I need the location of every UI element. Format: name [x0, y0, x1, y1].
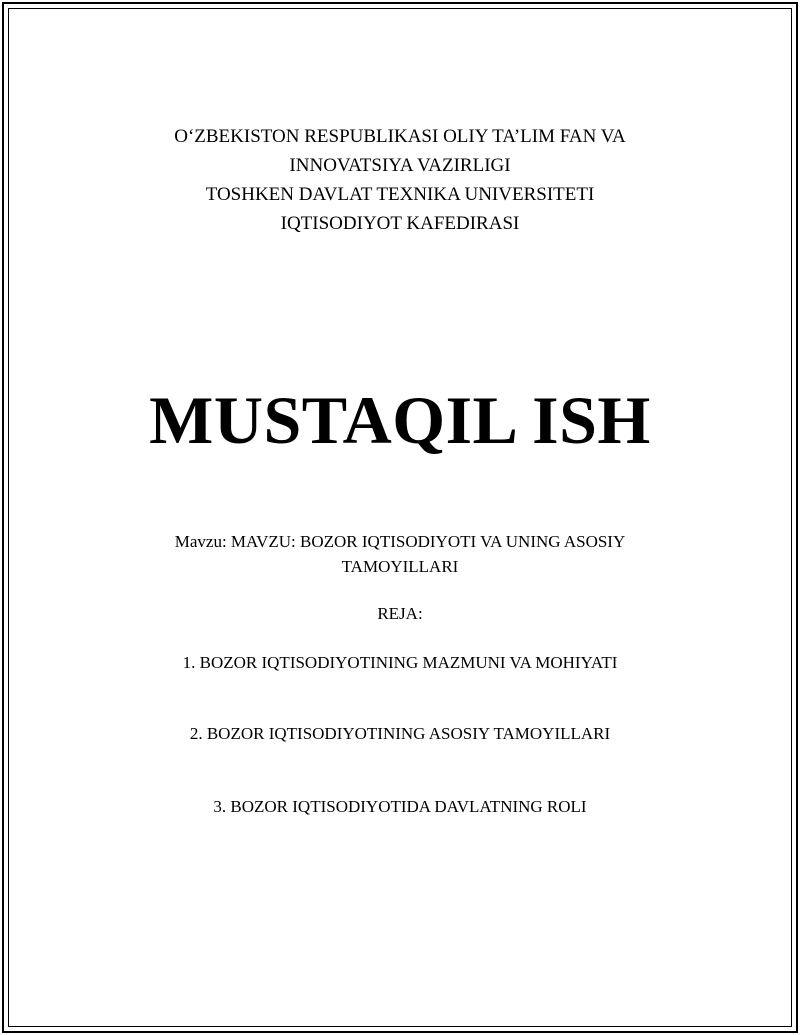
topic-block	[0, 529, 800, 579]
header-line-ministry-1: O‘ZBEKISTON RESPUBLIKASI OLIY TA’LIM FAN VA	[174, 126, 626, 147]
plan-item: 2. BOZOR IQTISODIYOTINING ASOSIY TAMOYILLARI	[189, 724, 611, 743]
document-title: MUSTAQIL ISH	[149, 382, 651, 458]
topic-line-2: TAMOYILLARI	[341, 557, 459, 576]
plan-item: 3. BOZOR IQTISODIYOTIDA DAVLATNING ROLI	[213, 797, 587, 816]
plan-heading: REJA:	[377, 604, 423, 623]
header-line-department: IQTISODIYOT KAFEDIRASI	[280, 213, 520, 234]
topic-line-1: Mavzu: MAVZU: BOZOR IQTISODIYOTI VA UNING ASOSIY	[174, 532, 626, 551]
plan-item: 1. BOZOR IQTISODIYOTINING MAZMUNI VA MOHIYATI	[182, 653, 618, 672]
institution-header	[0, 122, 800, 238]
header-line-ministry-2: INNOVATSIYA VAZIRLIGI	[289, 155, 511, 176]
header-line-university: TOSHKEN DAVLAT TEXNIKA UNIVERSITETI	[205, 184, 595, 205]
